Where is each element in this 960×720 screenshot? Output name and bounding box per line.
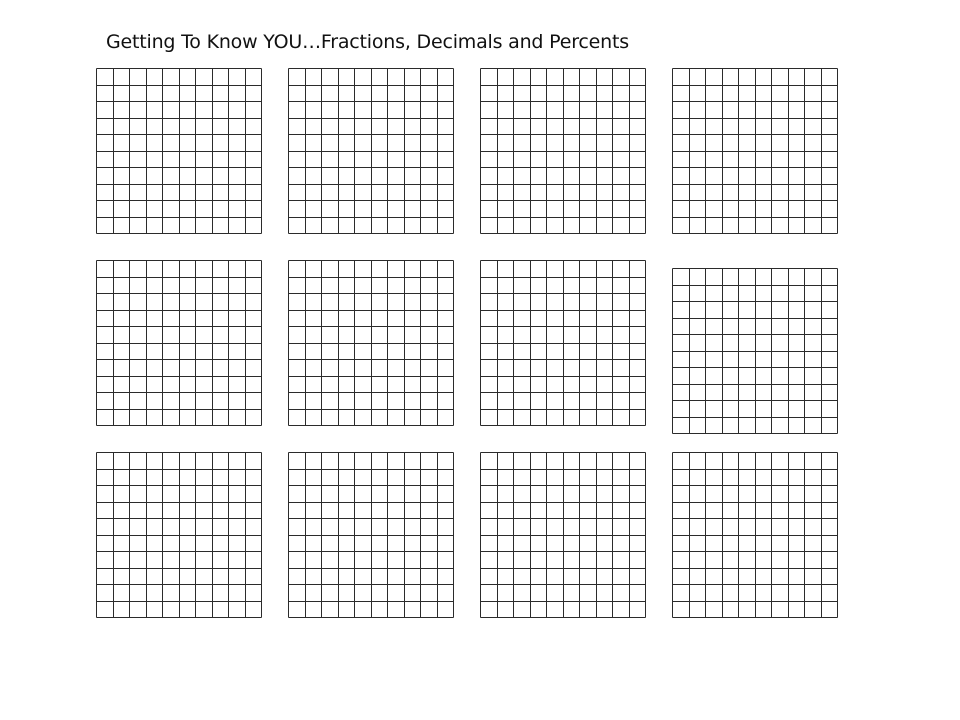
- hundred-grid-lines: [480, 260, 646, 426]
- hundred-grid-lines: [480, 68, 646, 234]
- hundred-grid: [672, 268, 838, 434]
- hundred-grid-lines: [288, 452, 454, 618]
- hundred-grid: [672, 452, 838, 618]
- hundred-grid: [480, 260, 646, 426]
- hundred-grid: [288, 452, 454, 618]
- hundred-grid: [96, 260, 262, 426]
- hundred-grid-lines: [288, 260, 454, 426]
- hundred-grid-lines: [672, 268, 838, 434]
- hundred-grid-lines: [96, 68, 262, 234]
- hundred-grid: [288, 260, 454, 426]
- hundred-grid-lines: [672, 452, 838, 618]
- hundred-grid: [288, 68, 454, 234]
- hundred-grid: [480, 452, 646, 618]
- hundred-grid-lines: [288, 68, 454, 234]
- hundred-grid: [672, 68, 838, 234]
- hundred-grid-lines: [672, 68, 838, 234]
- hundred-grid-lines: [480, 452, 646, 618]
- hundred-grid: [96, 68, 262, 234]
- hundred-grid-lines: [96, 452, 262, 618]
- page-title: Getting To Know YOU…Fractions, Decimals and Percents: [106, 31, 629, 53]
- hundred-grid: [480, 68, 646, 234]
- hundred-grid: [96, 452, 262, 618]
- hundred-grid-lines: [96, 260, 262, 426]
